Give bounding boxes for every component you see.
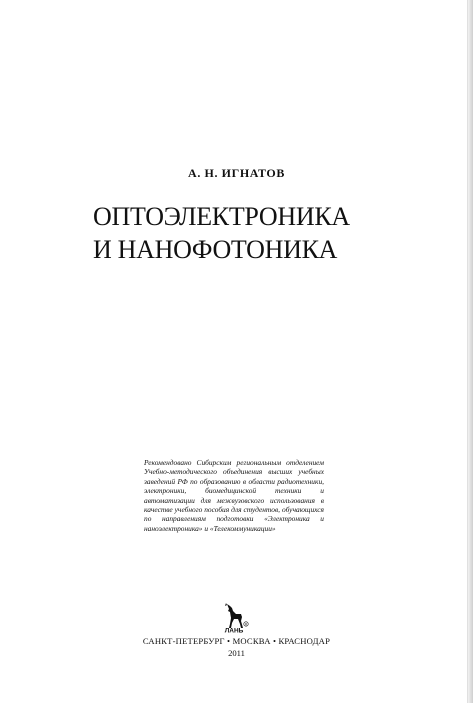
author-name: А. Н. ИГНАТОВ: [188, 166, 285, 180]
book-title-line-1: ОПТОЭЛЕКТРОНИКА: [93, 202, 350, 231]
book-title: [93, 200, 453, 266]
publisher-logo: [220, 602, 250, 634]
book-title-line-2: И НАНОФОТОНИКА: [93, 235, 338, 264]
publisher-cities: САНКТ-ПЕТЕРБУРГ • МОСКВА • КРАСНОДАР: [142, 636, 331, 646]
recommendation-text: Рекомендовано Сибирским региональным отделением Учебно-методического объединения высших учебных заведений РФ по образованию в области радиотехники, электроники, биомедицинской техники и автоматизации для межвузовского использования в качестве учебного пособия для студентов, обучающихся по направлениям подготовки «Электроника и наноэлектроника» и «Телекоммуникации»: [144, 458, 324, 533]
publication-year: 2011: [228, 648, 245, 658]
page-edge-shade: [467, 0, 473, 703]
publisher-logo-text: ЛАНЬ: [224, 627, 244, 634]
svg-text:R: R: [244, 622, 248, 627]
